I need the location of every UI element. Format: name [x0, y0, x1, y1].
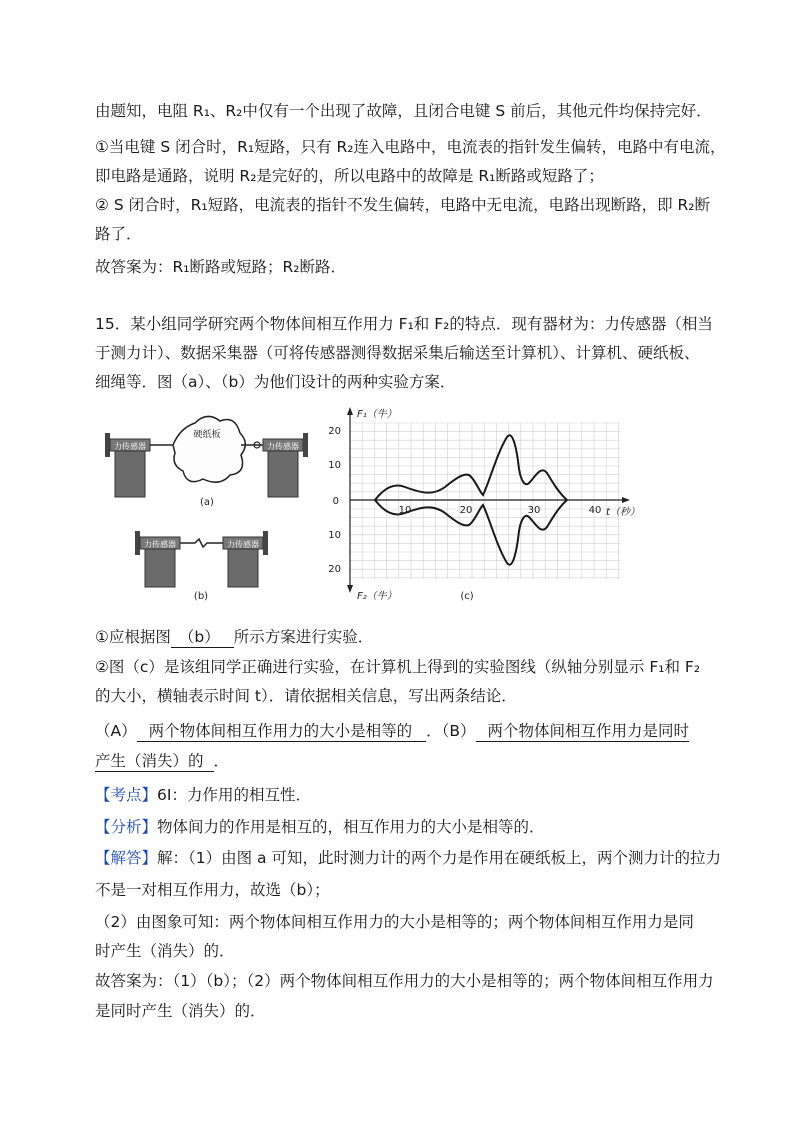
q2-line-2: 的大小，横轴表示时间 t）．请依据相关信息，写出两条结论． — [95, 687, 517, 705]
answer-b-line-2 — [95, 750, 229, 772]
y-tick-top-10: 10 — [328, 460, 341, 471]
jieda-tag: 【解答】 — [95, 849, 158, 867]
sensor-right-b — [223, 531, 268, 587]
answer-a-label: （A） — [95, 722, 137, 740]
answer-a-blank: 两个物体间相互作用力的大小是相等的 — [137, 722, 427, 742]
fenxi-text: 物体间力的作用是相互的，相互作用力的大小是相等的． — [157, 818, 545, 836]
experiment-figures — [95, 403, 640, 608]
text-line-6: 故答案为：R₁断路或短路；R₂断路． — [95, 258, 346, 276]
caption-b: (b) — [193, 591, 209, 602]
kaodian-text: 6I：力作用的相互性． — [157, 786, 311, 804]
sensor-label-a-left: 力传感器 — [114, 442, 146, 451]
tail-line-5: 是同时产生（消失）的． — [95, 1002, 266, 1020]
text-line-3: 即电路是通路，说明 R₂是完好的，所以电路中的故障是 R₁断路或短路了； — [95, 167, 604, 185]
q2-line-1: ②图（c）是该组同学正确进行实验，在计算机上得到的实验图线（纵轴分别显示 F₁和 F₂ — [95, 658, 701, 676]
answer-separator: ．（B） — [426, 722, 476, 740]
f2-axis-label: F₂（牛） — [357, 591, 397, 602]
question-15-line-1: 15．某小组同学研究两个物体间相互作用力 F₁和 F₂的特点．现有器材为：力传感器（相当 — [95, 315, 713, 333]
caption-c: (c) — [460, 591, 474, 602]
question-15-line-2: 于测力计）、数据采集器（可将传感器测得数据采集后输送至计算机）、计算机、硬纸板、 — [95, 344, 700, 362]
text-line-4: ② S 闭合时，R₁短路，电流表的指针不发生偏转，电路中无电流，电路出现断路，即 R₂断 — [95, 196, 710, 214]
q1-suffix: 所示方案进行实验． — [233, 628, 374, 646]
tail-line-1: 不是一对相互作用力，故选（b）； — [95, 881, 330, 899]
answer-b-blank-part1: 两个物体间相互作用力是同时 — [476, 722, 690, 742]
text-line-1: 由题知，电阻 R₁、R₂中仅有一个出现了故障，且闭合电键 S 前后，其他元件均保持完好． — [95, 102, 712, 120]
question-15-line-3: 细绳等．图（a）、（b）为他们设计的两种实验方案． — [95, 373, 456, 391]
q1-answer-blank: （b） — [171, 628, 234, 648]
kaodian-line — [95, 784, 311, 806]
x-tick-30: 30 — [527, 505, 541, 516]
f1-axis-label: F₁（牛） — [357, 409, 397, 420]
text-line-2: ①当电键 S 闭合时，R₁短路，只有 R₂连入电路中，电流表的指针发生偏转，电路中有电流， — [95, 138, 726, 156]
jieda-text: 解：（1）由图 a 可知，此时测力计的两个力是作用在硬纸板上，两个测力计的拉力 — [157, 849, 721, 867]
sensor-left-b — [135, 531, 180, 587]
fenxi-tag: 【分析】 — [95, 818, 158, 836]
q1-prefix: ①应根据图 — [95, 628, 171, 646]
sensor-right-a — [263, 433, 308, 497]
tail-line-2: （2）由图象可知：两个物体间相互作用力的大小是相等的；两个物体间相互作用力是同 — [95, 913, 694, 931]
answer-ab-line — [95, 720, 689, 742]
figure-c-graph — [328, 407, 640, 602]
figure-a — [105, 416, 308, 508]
origin-label: 0 — [332, 496, 339, 507]
y-tick-bottom-10: 10 — [328, 530, 341, 541]
f1-curve — [375, 435, 567, 500]
text-line-5: 路了． — [95, 225, 142, 243]
kaodian-tag: 【考点】 — [95, 786, 158, 804]
fenxi-line — [95, 816, 545, 838]
jieda-line — [95, 847, 721, 869]
y-tick-bottom-20: 20 — [328, 564, 341, 575]
x-tick-20: 20 — [459, 505, 473, 516]
sensor-label-b-left: 力传感器 — [144, 540, 176, 549]
t-axis-label: t（秒） — [606, 507, 640, 518]
cardboard-shape — [173, 416, 245, 482]
answer-b-blank-part2: 产生（消失）的 — [95, 752, 214, 772]
x-tick-10: 10 — [398, 505, 412, 516]
tail-line-4: 故答案为：（1）（b）；（2）两个物体间相互作用力的大小是相等的；两个物体间相互作用力 — [95, 972, 714, 990]
x-tick-40: 40 — [588, 505, 602, 516]
sensor-left-a — [105, 433, 150, 497]
caption-a: (a) — [200, 497, 214, 508]
tail-line-3: 时产生（消失）的． — [95, 942, 235, 960]
figure-b — [135, 531, 268, 602]
sensor-label-b-right: 力传感器 — [227, 540, 259, 549]
sensor-label-a-right: 力传感器 — [267, 442, 299, 451]
cardboard-label: 硬纸板 — [193, 430, 221, 440]
q1-answer-line — [95, 626, 373, 648]
answer-b-end: ． — [213, 752, 230, 770]
y-tick-top-20: 20 — [328, 426, 341, 437]
